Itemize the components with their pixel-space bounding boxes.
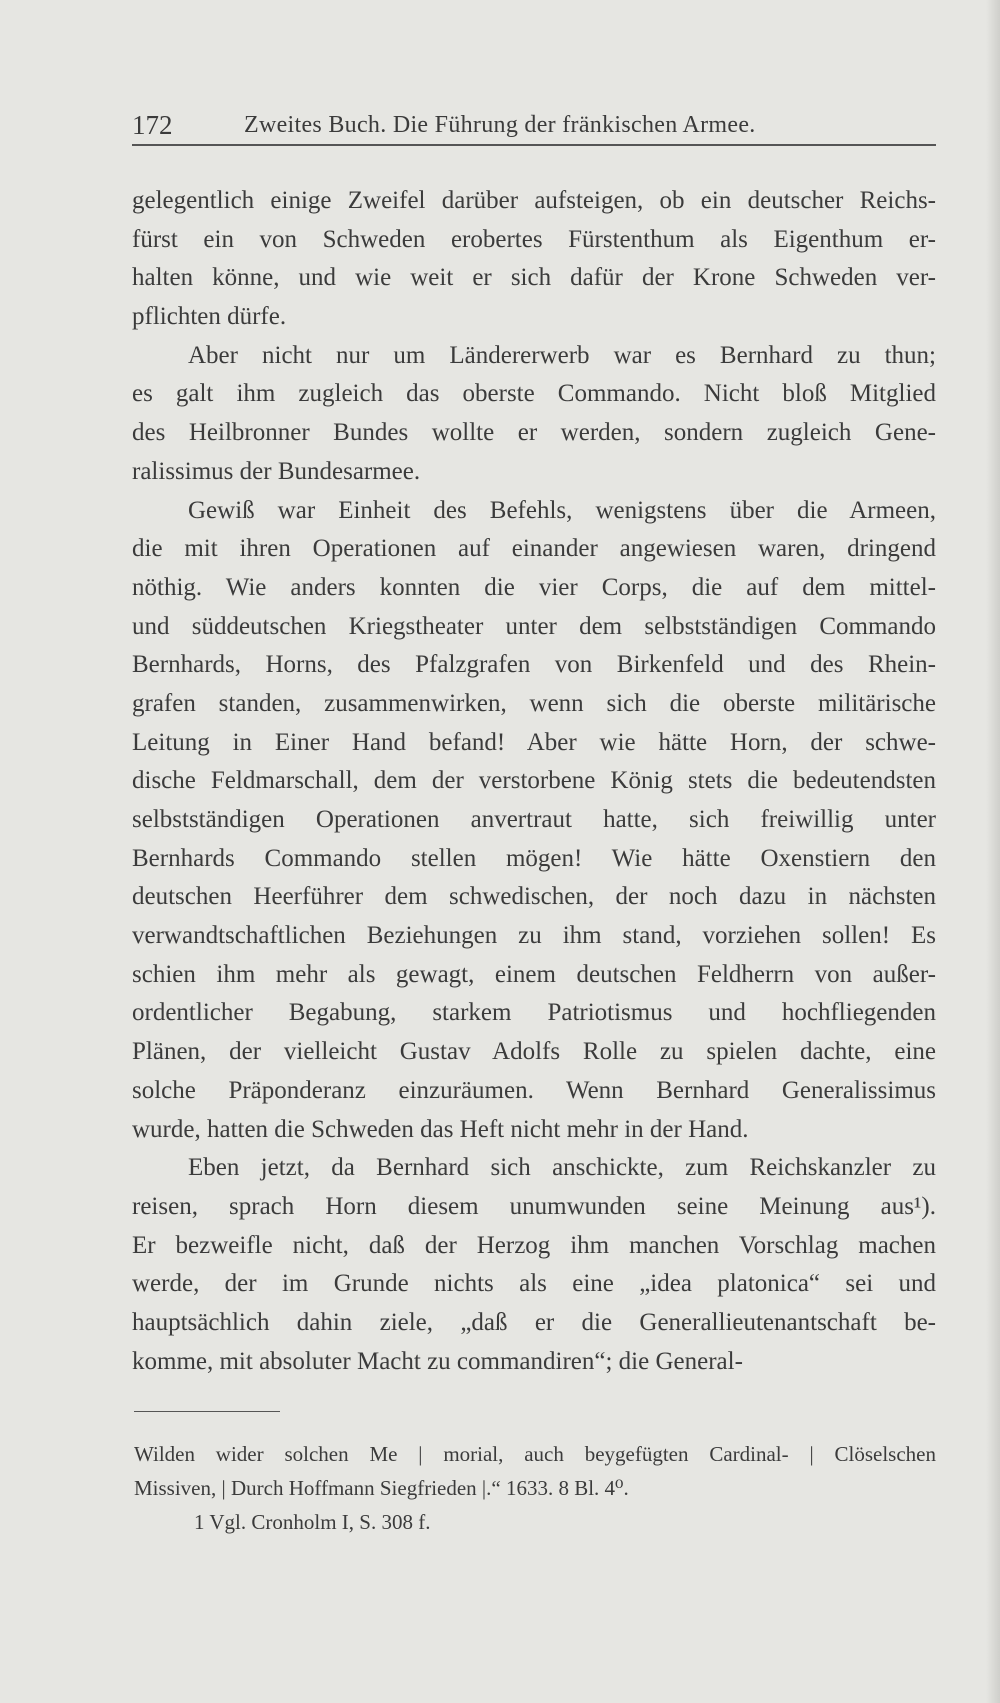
text-line: Plänen, der vielleicht Gustav Adolfs Rolle zu spielen dachte, eine [132, 1038, 936, 1066]
text-line: fürst ein von Schweden erobertes Fürstenthum als Eigenthum er- [132, 225, 936, 253]
text-line: des Heilbronner Bundes wollte er werden, sondern zugleich Gene- [132, 419, 936, 447]
text-line: werde, der im Grunde nichts als eine „idea platonica“ sei und [132, 1270, 936, 1298]
footnote-line: Wilden wider solchen Me | morial, auch beygefügten Cardinal- | Clöselschen [134, 1442, 936, 1466]
page-number: 172 [132, 110, 173, 140]
text-line: Bernhards Commando stellen mögen! Wie hätte Oxenstiern den [132, 844, 936, 872]
running-title: Zweites Buch. Die Führung der fränkischen Armee. [244, 112, 756, 138]
text-line: deutschen Heerführer dem schwedischen, der noch dazu in nächsten [132, 883, 936, 911]
text-line: ordentlicher Begabung, starkem Patriotismus und hochfliegenden [132, 999, 936, 1027]
page-edge-shadow [986, 0, 1000, 1703]
text-line: die mit ihren Operationen auf einander angewiesen waren, dringend [132, 535, 936, 563]
text-line: Er bezweifle nicht, daß der Herzog ihm manchen Vorschlag machen [132, 1231, 936, 1259]
footnote-line: Missiven, | Durch Hoffmann Siegfrieden |.“ 1633. 8 Bl. 4⁰. [134, 1476, 629, 1500]
text-line: gelegentlich einige Zweifel darüber aufsteigen, ob ein deutscher Reichs- [132, 187, 936, 214]
running-header [132, 108, 936, 146]
text-line: Gewiß war Einheit des Befehls, wenigstens über die Armeen, [188, 496, 936, 524]
text-line: grafen standen, zusammenwirken, wenn sich die oberste militärische [132, 689, 936, 717]
text-line: wurde, hatten die Schweden das Heft nicht mehr in der Hand. [132, 1115, 749, 1143]
text-line: verwandtschaftlichen Beziehungen zu ihm stand, vorziehen sollen! Es [132, 922, 936, 950]
text-line: schien ihm mehr als gewagt, einem deutschen Feldherrn von außer- [132, 960, 936, 988]
text-line: Bernhards, Horns, des Pfalzgrafen von Birkenfeld und des Rhein- [132, 651, 936, 679]
text-line: dische Feldmarschall, dem der verstorbene König stets die bedeutendsten [132, 767, 936, 795]
text-line: solche Präponderanz einzuräumen. Wenn Bernhard Generalissimus [132, 1076, 936, 1104]
text-line: nöthig. Wie anders konnten die vier Corps, die auf dem mittel- [132, 573, 936, 601]
text-line: ralissimus der Bundesarmee. [132, 457, 421, 485]
text-line: komme, mit absoluter Macht zu commandiren“; die General- [132, 1347, 743, 1375]
text-line: Eben jetzt, da Bernhard sich anschickte, zum Reichskanzler zu [188, 1154, 936, 1182]
text-line: pflichten dürfe. [132, 303, 287, 331]
text-line: Leitung in Einer Hand befand! Aber wie hätte Horn, der schwe- [132, 728, 936, 756]
text-line: Aber nicht nur um Ländererwerb war es Bernhard zu thun; [188, 341, 936, 369]
text-line: halten könne, und wie weit er sich dafür der Krone Schweden ver- [132, 264, 936, 292]
text-line: reisen, sprach Horn diesem unumwunden seine Meinung aus¹). [132, 1192, 936, 1220]
footnotes [134, 1437, 936, 1539]
footnote-line: 1 Vgl. Cronholm I, S. 308 f. [194, 1510, 431, 1534]
text-line: es galt ihm zugleich das oberste Commando. Nicht bloß Mitglied [132, 380, 936, 408]
text-line: selbstständigen Operationen anvertraut hatte, sich freiwillig unter [132, 806, 936, 833]
text-line: und süddeutschen Kriegstheater unter dem selbstständigen Commando [132, 612, 936, 640]
body-text [132, 182, 936, 1381]
footnote-rule [134, 1411, 280, 1412]
text-line: hauptsächlich dahin ziele, „daß er die Generallieutenantschaft be- [132, 1308, 936, 1336]
